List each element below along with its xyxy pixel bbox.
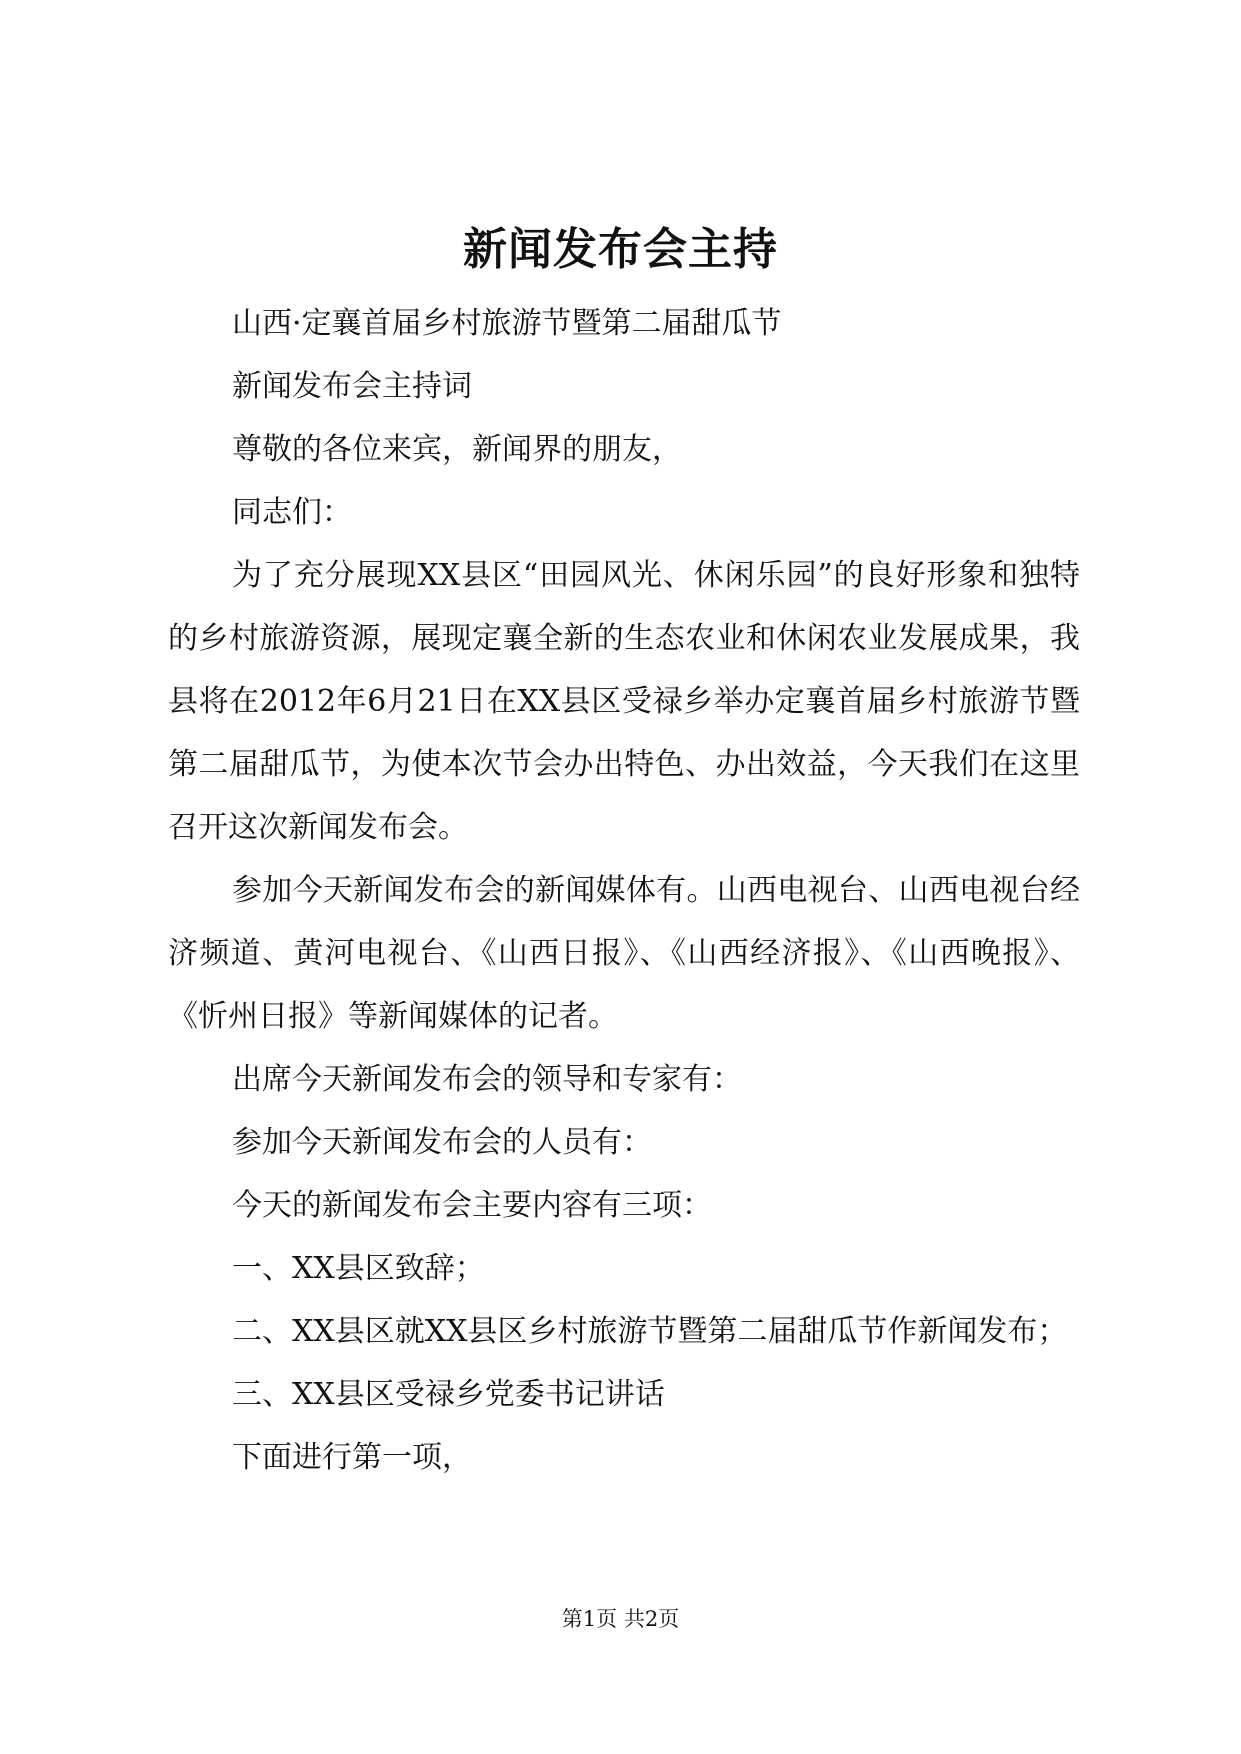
paragraph-subtitle: 新闻发布会主持词 <box>232 369 472 404</box>
paragraph-next-item: 下面进行第一项， <box>232 1440 472 1475</box>
page-footer: 第1页 共2页 <box>561 1607 680 1631</box>
paragraph-attendees: 参加今天新闻发布会的人员有： <box>232 1125 652 1160</box>
paragraph-agenda-item-1: 一、XX县区致辞； <box>232 1251 485 1286</box>
paragraph-media: 参加今天新闻发布会的新闻媒体有。山西电视台、山西电视台经济频道、黄河电视台、《山西日报》、《山西经济报》、《山西晚报》、《忻州日报》等新闻媒体的记者。 <box>168 873 1080 1034</box>
paragraph-greeting-comrades: 同志们： <box>232 495 352 530</box>
paragraph-event-name: 山西·定襄首届乡村旅游节暨第二届甜瓜节 <box>232 306 782 341</box>
paragraph-agenda-intro: 今天的新闻发布会主要内容有三项： <box>232 1188 712 1223</box>
document-title: 新闻发布会主持 <box>463 224 778 275</box>
paragraph-agenda-item-2: 二、XX县区就XX县区乡村旅游节暨第二届甜瓜节作新闻发布； <box>232 1314 1068 1349</box>
paragraph-agenda-item-3: 三、XX县区受禄乡党委书记讲话 <box>232 1377 665 1412</box>
document-body <box>168 292 1080 1489</box>
paragraph-greeting: 尊敬的各位来宾，新闻界的朋友， <box>232 432 682 467</box>
paragraph-purpose: 为了充分展现XX县区“田园风光、休闲乐园”的良好形象和独特的乡村旅游资源，展现定襄全新的生态农业和休闲农业发展成果，我县将在2012年6月21日在XX县区受禄乡举办定襄首届乡村旅游节暨第二届甜瓜节，为使本次节会办出特色、办出效益，今天我们在这里召开这次新闻发布会。 <box>168 558 1080 845</box>
paragraph-leaders: 出席今天新闻发布会的领导和专家有： <box>232 1062 742 1097</box>
